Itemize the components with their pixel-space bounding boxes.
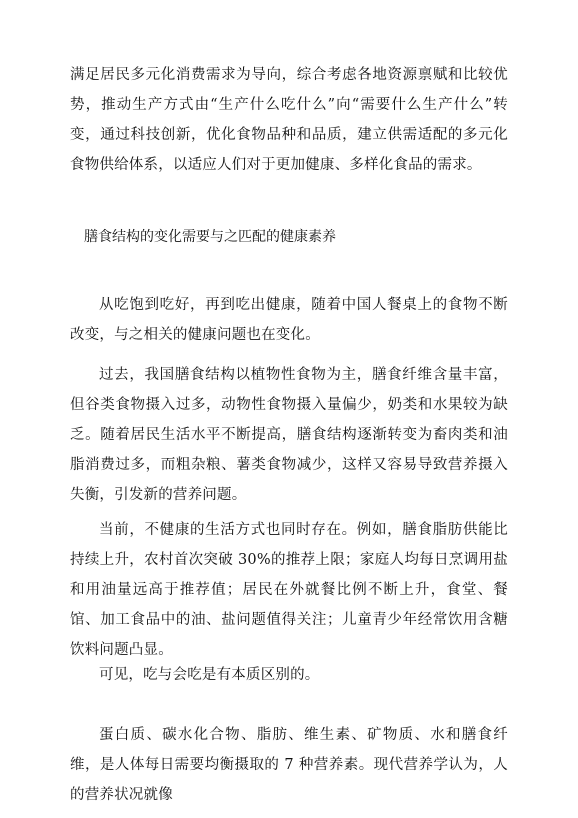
section-heading: 膳食结构的变化需要与之匹配的健康素养 — [84, 229, 336, 245]
paragraph-2: 从吃饱到吃好，再到吃出健康，随着中国人餐桌上的食物不断改变，与之相关的健康问题也在变化。 — [70, 297, 508, 343]
paragraph-4: 当前，不健康的生活方式也同时存在。例如，膳食脂肪供能比持续上升，农村首次突破 30%的推荐上限；家庭人均每日烹调用盐和用油量远高于推荐值；居民在外就餐比例不断上升，食堂、餐馆、加工食品中的油、盐问题值得关注；儿童青少年经常饮用含糖饮料问题凸显。 — [70, 522, 508, 658]
paragraph-3: 过去，我国膳食结构以植物性食物为主，膳食纤维含量丰富，但谷类食物摄入过多，动物性食物摄入量偏少，奶类和水果较为缺乏。随着居民生活水平不断提高，膳食结构逐渐转变为畜肉类和油脂消费过多，而粗杂粮、薯类食物减少，这样又容易导致营养摄入失衡，引发新的营养问题。 — [70, 367, 508, 503]
paragraph-1: 满足居民多元化消费需求为导向，综合考虑各地资源禀赋和比较优势，推动生产方式由“生产什么吃什么”向“需要什么生产什么”转变，通过科技创新，优化食物品种和品质，建立供需适配的多元化食物供给体系，以适应人们对于更加健康、多样化食品的需求。 — [70, 67, 508, 173]
paragraph-5: 可见，吃与会吃是有本质区别的。 — [99, 667, 320, 683]
paragraph-6: 蛋白质、碳水化合物、脂肪、维生素、矿物质、水和膳食纤维，是人体每日需要均衡摄取的 7 种营养素。现代营养学认为，人的营养状况就像 — [70, 727, 508, 803]
